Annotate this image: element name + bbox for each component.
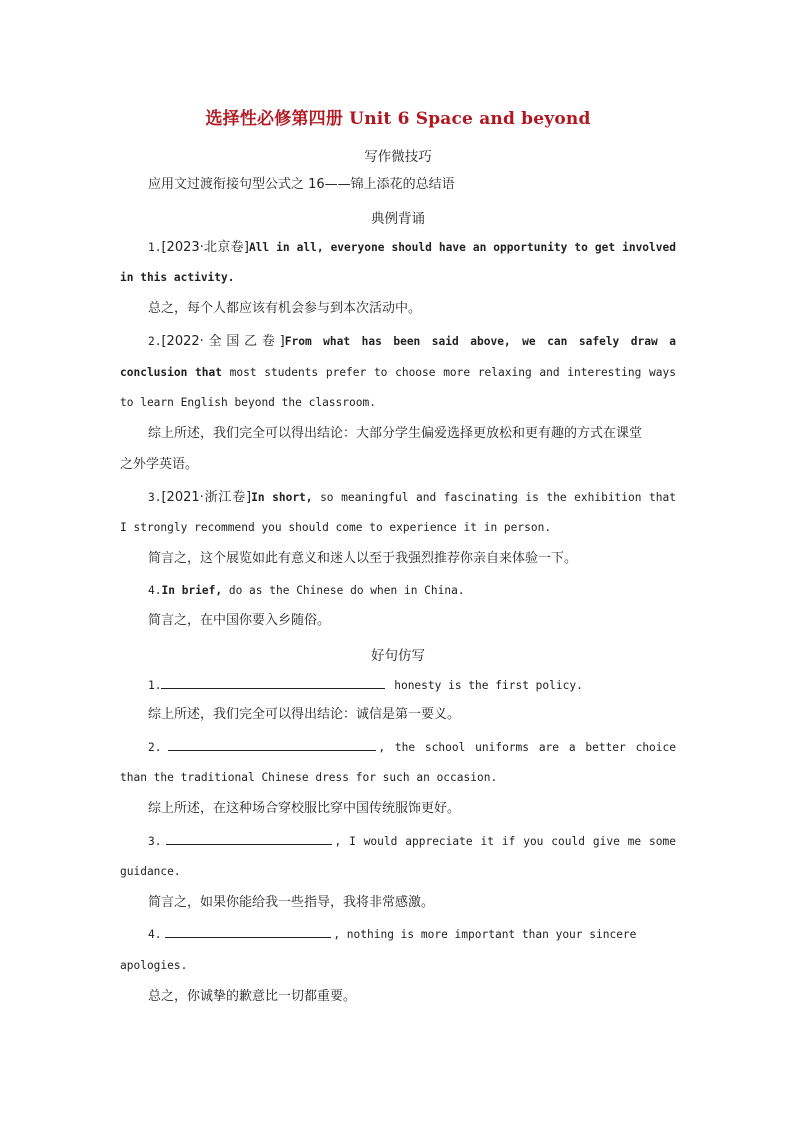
example-1-source: [2023·北京卷]	[161, 240, 249, 255]
example-1-line-2: in this activity.	[120, 271, 235, 284]
example-2-translation-2: 之外学英语。	[120, 457, 199, 472]
example-3-translation: 简言之，这个展览如此有意义和迷人以至于我强烈推荐你亲自来体验一下。	[148, 551, 578, 566]
example-2-bold: From what has been said above, we can safely draw a	[284, 335, 676, 348]
imitation-1-translation: 综上所述，我们完全可以得出结论：诚信是第一要义。	[148, 707, 461, 722]
fill-blank-4[interactable]	[165, 925, 331, 938]
example-1-bold: All in all, everyone should have an opportunity to get involved	[248, 241, 676, 254]
example-4-translation: 简言之，在中国你要入乡随俗。	[148, 613, 331, 628]
example-3-line-2: I strongly recommend you should come to experience it in person.	[120, 521, 552, 534]
imitation-3-translation: 简言之，如果你能给我一些指导，我将非常感激。	[148, 895, 435, 910]
imitation-2-line-1: 2. , the school uniforms are a better choice	[120, 738, 676, 757]
section-heading-examples: 典例背诵	[371, 211, 425, 227]
document-title: 选择性必修第四册 Unit 6 Space and beyond	[205, 109, 591, 129]
example-2-line-1: 2.[2022·全国乙卷]From what has been said above, we can safely draw a	[148, 334, 676, 349]
imitation-1-line-1: 1. honesty is the first policy.	[120, 676, 676, 695]
imitation-4-line-1: 4. , nothing is more important than your sincere	[120, 925, 676, 944]
imitation-3-line-1: 3. , I would appreciate it if you could give me some	[120, 832, 676, 851]
section-heading-writing: 写作微技巧	[364, 149, 432, 165]
example-2-source: [2022·全国乙卷]	[161, 334, 285, 349]
example-2-line-3: to learn English beyond the classroom.	[120, 396, 376, 409]
imitation-2-line-2: than the traditional Chinese dress for such an occasion.	[120, 771, 498, 784]
section-heading-imitation: 好句仿写	[371, 648, 425, 664]
intro-line: 应用文过渡衔接句型公式之 16——锦上添花的总结语	[148, 177, 455, 192]
imitation-4-translation: 总之，你诚挚的歉意比一切都重要。	[148, 989, 357, 1004]
imitation-2-translation: 综上所述，在这种场合穿校服比穿中国传统服饰更好。	[148, 801, 461, 816]
fill-blank-1[interactable]	[161, 676, 385, 689]
imitation-4-line-2: apologies.	[120, 959, 188, 972]
imitation-3-line-2: guidance.	[120, 865, 181, 878]
example-1-translation: 总之，每个人都应该有机会参与到本次活动中。	[148, 301, 422, 316]
example-2-line-2: conclusion that most students prefer to choose more relaxing and interesting ways	[120, 366, 676, 379]
fill-blank-3[interactable]	[166, 832, 332, 845]
example-3-line-1: 3.[2021·浙江卷]In short, so meaningful and fascinating is the exhibition that	[148, 490, 676, 505]
example-1-line-1: 1.[2023·北京卷]All in all, everyone should have an opportunity to get involved	[148, 240, 676, 255]
example-3-source: [2021·浙江卷]	[161, 490, 252, 505]
example-4-line-1: 4.In brief, do as the Chinese do when in China.	[148, 584, 465, 597]
fill-blank-2[interactable]	[168, 738, 376, 751]
example-2-translation-1: 综上所述，我们完全可以得出结论：大部分学生偏爱选择更放松和更有趣的方式在课堂	[148, 426, 643, 441]
